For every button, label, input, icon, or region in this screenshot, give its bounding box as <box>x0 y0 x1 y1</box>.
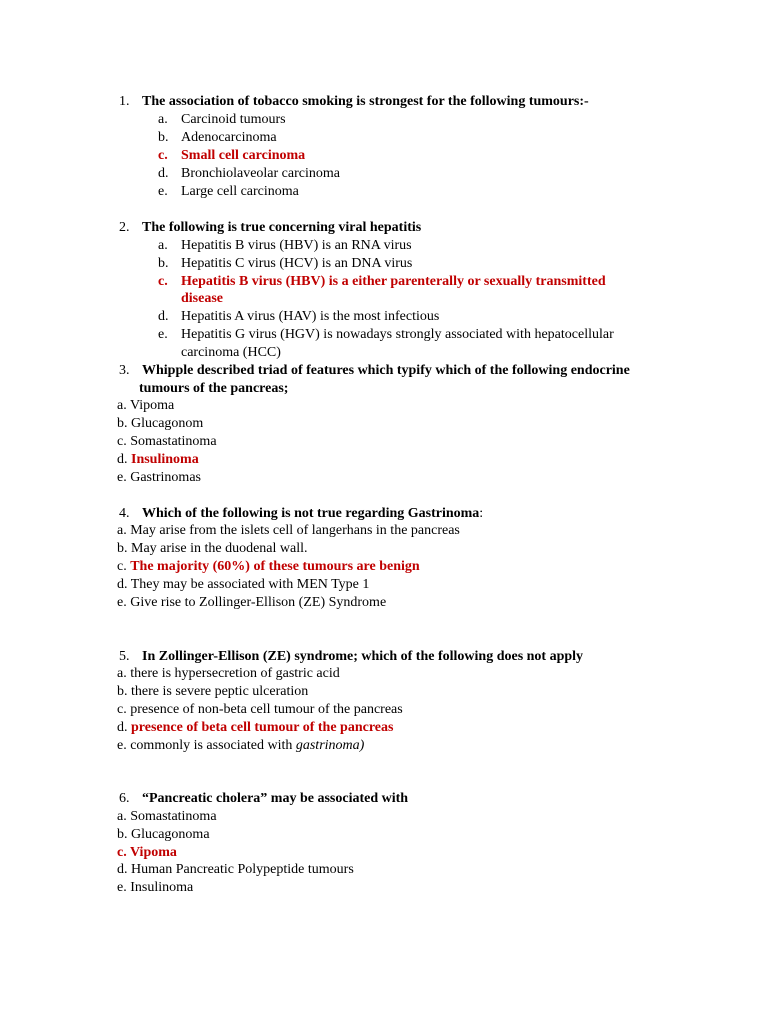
option-text: Hepatitis A virus (HAV) is the most infectious <box>181 309 440 324</box>
option-text <box>117 737 364 754</box>
question-text: The association of tobacco smoking is strongest for the following tumours:- <box>142 94 589 109</box>
option-text: e. Insulinoma <box>117 880 194 895</box>
option-text: e. Give rise to Zollinger-Ellison (ZE) Syndrome <box>117 595 387 610</box>
option-text: b. there is severe peptic ulceration <box>117 684 309 699</box>
option-text: Hepatitis B virus (HBV) is an RNA virus <box>181 238 412 253</box>
question-text-tail: : <box>479 506 484 521</box>
option-text: c. Vipoma <box>117 845 177 860</box>
option-text: c. Somastatinoma <box>117 434 217 449</box>
option-text-italic: gastrinoma) <box>295 738 365 753</box>
option-text: c. presence of non-beta cell tumour of the pancreas <box>117 702 403 717</box>
option-letter: d. <box>158 309 169 324</box>
question-text-main: Which of the following is not true regarding Gastrinoma <box>142 506 480 521</box>
question-text <box>142 505 483 522</box>
option-text: Adenocarcinoma <box>181 130 277 145</box>
option-text: a. there is hypersecretion of gastric acid <box>117 666 340 681</box>
option-text: a. Vipoma <box>117 398 175 413</box>
option-answer: Insulinoma <box>131 452 199 467</box>
question-number: 1. <box>119 94 130 109</box>
option-text <box>117 558 420 575</box>
option-answer: presence of beta cell tumour of the pancreas <box>131 720 394 735</box>
option-text: Large cell carcinoma <box>181 184 299 199</box>
option-text <box>117 719 393 736</box>
option-text-continued: disease <box>181 291 223 306</box>
option-text: a. May arise from the islets cell of langerhans in the pancreas <box>117 523 460 538</box>
option-text: Small cell carcinoma <box>181 148 306 163</box>
question-number: 6. <box>119 791 130 806</box>
option-text: e. Gastrinomas <box>117 470 201 485</box>
option-letter: a. <box>158 238 168 253</box>
option-text: Hepatitis B virus (HBV) is a either parenterally or sexually transmitted <box>181 274 606 289</box>
option-letter: c. <box>158 148 168 163</box>
option-text: Hepatitis C virus (HCV) is an DNA virus <box>181 256 413 271</box>
option-letter: a. <box>158 112 168 127</box>
option-text: b. Glucagonom <box>117 416 204 431</box>
option-letter: e. <box>158 184 168 199</box>
option-text: d. They may be associated with MEN Type 1 <box>117 577 370 592</box>
question-text: In Zollinger-Ellison (ZE) syndrome; which of the following does not apply <box>142 649 584 664</box>
option-text-main: e. commonly is associated with <box>117 738 296 753</box>
question-number: 4. <box>119 506 130 521</box>
option-text: Bronchiolaveolar carcinoma <box>181 166 340 181</box>
option-text: b. May arise in the duodenal wall. <box>117 541 308 556</box>
option-text-continued: carcinoma (HCC) <box>181 345 281 360</box>
option-text: a. Somastatinoma <box>117 809 217 824</box>
option-letter: e. <box>158 327 168 342</box>
option-letter: d. <box>158 166 169 181</box>
option-text: Carcinoid tumours <box>181 112 286 127</box>
option-answer: The majority (60%) of these tumours are benign <box>130 559 420 574</box>
question-number: 5. <box>119 649 130 664</box>
option-letter: d. <box>117 452 131 467</box>
question-text-continued: tumours of the pancreas; <box>139 381 289 396</box>
option-letter: c. <box>158 274 168 289</box>
option-text <box>117 451 199 468</box>
question-number: 3. <box>119 363 130 378</box>
option-letter: c. <box>117 559 131 574</box>
question-text: Whipple described triad of features which typify which of the following endocrine <box>142 363 630 378</box>
option-text: Hepatitis G virus (HGV) is nowadays strongly associated with hepatocellular <box>181 327 614 342</box>
question-text: The following is true concerning viral hepatitis <box>142 220 422 235</box>
question-number: 2. <box>119 220 130 235</box>
option-text: b. Glucagonoma <box>117 827 210 842</box>
option-letter: b. <box>158 130 169 145</box>
option-letter: b. <box>158 256 169 271</box>
option-letter: d. <box>117 720 131 735</box>
question-text: “Pancreatic cholera” may be associated with <box>142 791 409 806</box>
option-text: d. Human Pancreatic Polypeptide tumours <box>117 862 354 877</box>
